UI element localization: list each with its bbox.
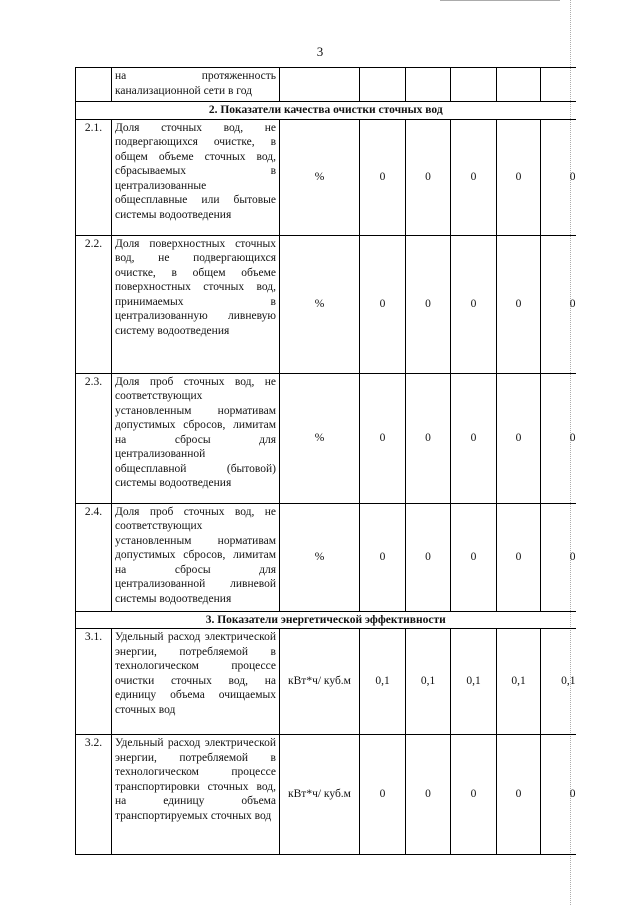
cell-unit: % bbox=[280, 503, 360, 611]
cell-value: 0 bbox=[451, 373, 497, 503]
cell-value: 0,1 bbox=[451, 629, 497, 735]
cell-unit: % bbox=[280, 373, 360, 503]
cell-value: 0 bbox=[541, 235, 576, 373]
cell-value: 0 bbox=[497, 235, 541, 373]
cell-description: Доля сточных вод, не подвергающихся очистке, в общем объеме сточных вод, сбрасываемых в централизованные общесплавные или бытовые системы водоотведения bbox=[112, 119, 280, 235]
cell-number: 3.2. bbox=[76, 735, 112, 855]
cell-description: Доля поверхностных сточных вод, не подвергающихся очистке, в общем объеме поверхностных сточных вод, принимаемых в централизованную ливневую систему водоотведения bbox=[112, 235, 280, 373]
cell-value: 0 bbox=[360, 373, 406, 503]
cell-value: 0 bbox=[406, 235, 451, 373]
cell-value: 0,1 bbox=[360, 629, 406, 735]
cell-value: 0 bbox=[497, 373, 541, 503]
cell-value: 0 bbox=[406, 735, 451, 855]
section-header-row bbox=[76, 611, 576, 629]
cell-number: 2.3. bbox=[76, 373, 112, 503]
table-row bbox=[76, 119, 576, 235]
table-row-continuation bbox=[76, 68, 576, 102]
cell-unit: % bbox=[280, 235, 360, 373]
cell-description: Доля проб сточных вод, не соответствующих установленным нормативам допустимых сбросов, лимитам на сбросы для централизованной ливневой системы водоотведения bbox=[112, 503, 280, 611]
cell-value: 0 bbox=[497, 503, 541, 611]
scan-mark-top bbox=[440, 0, 560, 5]
section-title: 3. Показатели энергетической эффективности bbox=[76, 611, 576, 629]
cell-value: 0 bbox=[451, 503, 497, 611]
cell-value bbox=[451, 68, 497, 102]
cell-number: 2.4. bbox=[76, 503, 112, 611]
cell-unit: кВт*ч/ куб.м bbox=[280, 735, 360, 855]
cell-value: 0 bbox=[360, 235, 406, 373]
cell-description: на протяженность канализационной сети в год bbox=[112, 68, 280, 102]
cell-value: 0 bbox=[360, 735, 406, 855]
cell-value: 0 bbox=[451, 119, 497, 235]
table-row bbox=[76, 735, 576, 855]
cell-value bbox=[497, 68, 541, 102]
table-row bbox=[76, 373, 576, 503]
cell-value bbox=[360, 68, 406, 102]
cell-value: 0 bbox=[406, 373, 451, 503]
cell-value bbox=[406, 68, 451, 102]
cell-value: 0 bbox=[451, 735, 497, 855]
cell-value: 0 bbox=[360, 119, 406, 235]
cell-value: 0,1 bbox=[541, 629, 576, 735]
cell-value: 0,1 bbox=[497, 629, 541, 735]
page-number: 3 bbox=[316, 44, 324, 59]
cell-value: 0 bbox=[497, 735, 541, 855]
section-title: 2. Показатели качества очистки сточных вод bbox=[76, 102, 576, 120]
cell-description: Удельный расход электрической энергии, потребляемой в технологическом процессе транспортировки сточных вод, на единицу объема транспортируемых сточных вод bbox=[112, 735, 280, 855]
cell-value: 0 bbox=[497, 119, 541, 235]
cell-unit: кВт*ч/ куб.м bbox=[280, 629, 360, 735]
cell-unit bbox=[280, 68, 360, 102]
cell-value: 0 bbox=[451, 235, 497, 373]
cell-description: Доля проб сточных вод, не соответствующих установленным нормативам допустимых сбросов, лимитам на сбросы для централизованной общесплавной (бытовой) системы водоотведения bbox=[112, 373, 280, 503]
cell-number: 2.1. bbox=[76, 119, 112, 235]
cell-value: 0 bbox=[360, 503, 406, 611]
table-row bbox=[76, 629, 576, 735]
cell-unit: % bbox=[280, 119, 360, 235]
cell-number: 2.2. bbox=[76, 235, 112, 373]
cell-number: 3.1. bbox=[76, 629, 112, 735]
section-header-row bbox=[76, 102, 576, 120]
table-row bbox=[76, 503, 576, 611]
indicators-table bbox=[75, 67, 576, 855]
table-row bbox=[76, 235, 576, 373]
cell-value: 0 bbox=[406, 503, 451, 611]
cell-number bbox=[76, 68, 112, 102]
cell-value: 0 bbox=[541, 735, 576, 855]
cell-value: 0,1 bbox=[406, 629, 451, 735]
cell-value: 0 bbox=[541, 119, 576, 235]
cell-value bbox=[541, 68, 576, 102]
cell-value: 0 bbox=[406, 119, 451, 235]
cell-description: Удельный расход электрической энергии, потребляемой в технологическом процессе очистки сточных вод, на единицу объема очищаемых сточных вод bbox=[112, 629, 280, 735]
cell-value: 0 bbox=[541, 373, 576, 503]
cell-value: 0 bbox=[541, 503, 576, 611]
